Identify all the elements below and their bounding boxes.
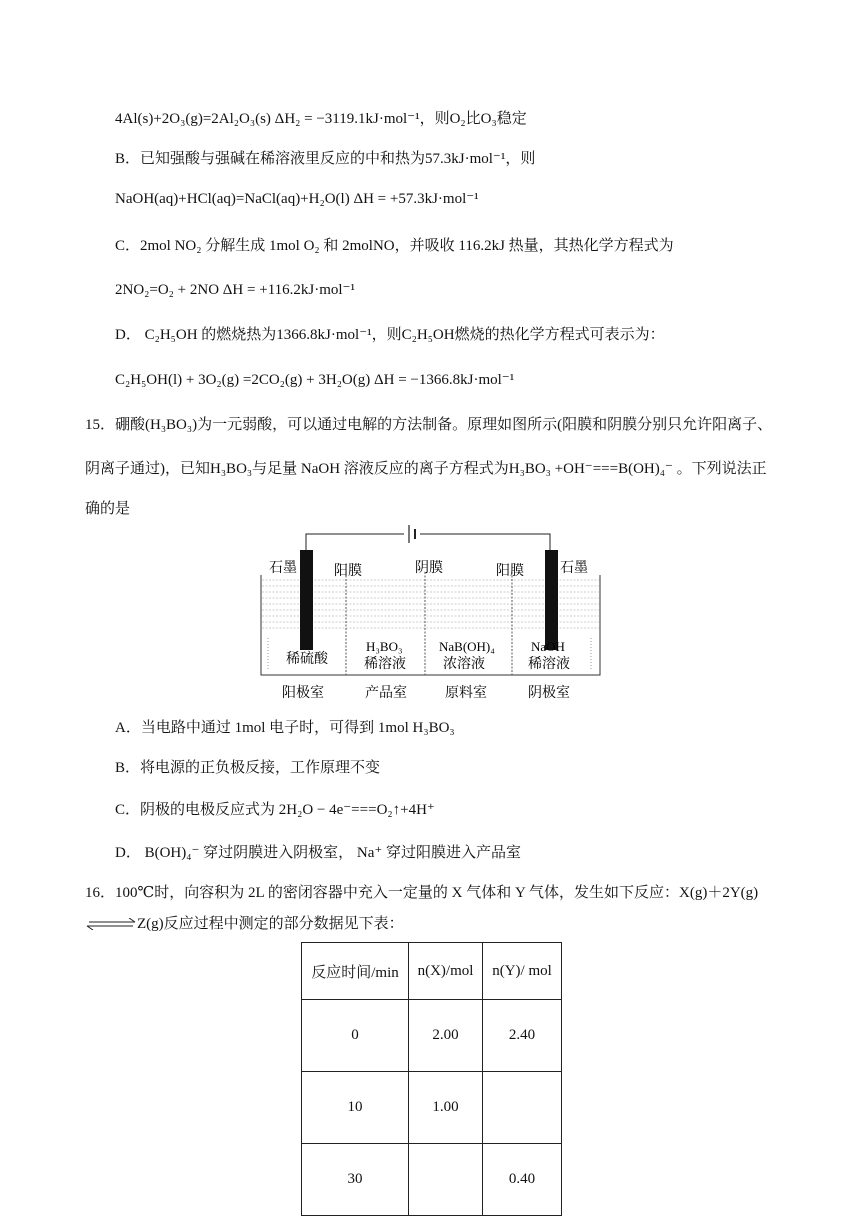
table-header-row <box>302 943 562 1000</box>
room-2-label: 产品室 <box>365 686 407 701</box>
q15-stem-line-2: 阴离子通过)，已知H₃BO₃与足量 NaOH 溶液反应的离子方程式为H₃BO₃ +OH⁻===B(OH)₄⁻ 。下列说法正 <box>85 461 767 477</box>
solution-1: 稀硫酸 <box>286 652 328 667</box>
table-header: n(Y)/ mol <box>483 943 562 1000</box>
table-cell <box>409 1144 483 1216</box>
table-cell: 0.40 <box>483 1144 562 1216</box>
option-c-equation: 2NO₂=O₂ + 2NO ΔH = +116.2kJ·mol⁻¹ <box>115 282 355 298</box>
option-c-text: C．2mol NO₂ 分解生成 1mol O₂ 和 2molNO，并吸收 116.2kJ 热量，其热化学方程式为 <box>115 238 674 254</box>
electrode-right-label: 石墨 <box>560 561 588 576</box>
option-d-text: D． C₂H₅OH 的燃烧热为1366.8kJ·mol⁻¹，则C₂H₅OH燃烧的热化学方程式可表示为： <box>115 327 665 343</box>
option-b-equation: NaOH(aq)+HCl(aq)=NaCl(aq)+H₂O(l) ΔH = +57.3kJ·mol⁻¹ <box>115 191 479 207</box>
membrane-1-label: 阳膜 <box>334 564 362 579</box>
table-cell: 10 <box>302 1072 409 1144</box>
q16-stem-line-2: Z(g)反应过程中测定的部分数据见下表： <box>137 916 404 932</box>
q15-option-c: C．阴极的电极反应式为 2H₂O − 4e⁻===O₂↑+4H⁺ <box>115 802 435 818</box>
electrolysis-diagram <box>258 520 608 705</box>
table-cell: 2.00 <box>409 1000 483 1072</box>
solution-4-top: NaOH <box>531 639 565 654</box>
q15-stem-line-3: 确的是 <box>85 501 131 517</box>
option-a-equation: 4Al(s)+2O₃(g)=2Al₂O₃(s) ΔH₂ = −3119.1kJ·mol⁻¹，则O₂比O₃稳定 <box>115 111 527 127</box>
graphite-electrode-left <box>300 550 313 650</box>
wire-left <box>306 534 404 550</box>
wire-right <box>420 534 550 550</box>
solution-2-bottom: 稀溶液 <box>364 657 406 672</box>
table-row <box>302 1144 562 1216</box>
q15-stem-line-1: 15．硼酸(H₃BO₃)为一元弱酸，可以通过电解的方法制备。原理如图所示(阳膜和阴膜分别只允许阳离子、 <box>85 417 773 433</box>
table-row <box>302 1072 562 1144</box>
table-cell <box>483 1072 562 1144</box>
table-header: n(X)/mol <box>409 943 483 1000</box>
equilibrium-arrow-icon <box>85 918 137 930</box>
membrane-3-label: 阳膜 <box>496 564 524 579</box>
solution-3-top: NaB(OH)₄ <box>439 639 495 654</box>
room-4-label: 阴极室 <box>528 686 570 701</box>
q15-option-a: A．当电路中通过 1mol 电子时，可得到 1mol H₃BO₃ <box>115 720 455 736</box>
q16-stem-line-1: 16．100℃时，向容积为 2L 的密闭容器中充入一定量的 X 气体和 Y 气体，发生如下反应：X(g)＋2Y(g) <box>85 885 759 901</box>
table-cell: 2.40 <box>483 1000 562 1072</box>
table-cell: 0 <box>302 1000 409 1072</box>
table-header: 反应时间/min <box>302 943 409 1000</box>
solution-3-bottom: 浓溶液 <box>443 657 485 672</box>
option-d-equation: C₂H₅OH(l) + 3O₂(g) =2CO₂(g) + 3H₂O(g) ΔH = −1366.8kJ·mol⁻¹ <box>115 372 515 388</box>
table-row <box>302 1000 562 1072</box>
q15-option-d: D． B(OH)₄⁻ 穿过阴膜进入阴极室， Na⁺ 穿过阳膜进入产品室 <box>115 845 522 861</box>
option-b-text: B．已知强酸与强碱在稀溶液里反应的中和热为57.3kJ·mol⁻¹，则 <box>115 151 536 167</box>
graphite-electrode-right <box>545 550 558 650</box>
room-1-label: 阳极室 <box>282 686 324 701</box>
room-3-label: 原料室 <box>445 686 487 701</box>
membrane-2-label: 阴膜 <box>415 561 443 576</box>
electrode-left-label: 石墨 <box>269 561 297 576</box>
table-cell: 30 <box>302 1144 409 1216</box>
data-table <box>301 942 562 1216</box>
q15-option-b: B．将电源的正负极反接，工作原理不变 <box>115 760 381 776</box>
solution-2-top: H₃BO₃ <box>366 639 403 654</box>
solution-4-bottom: 稀溶液 <box>528 657 570 672</box>
table-cell: 1.00 <box>409 1072 483 1144</box>
